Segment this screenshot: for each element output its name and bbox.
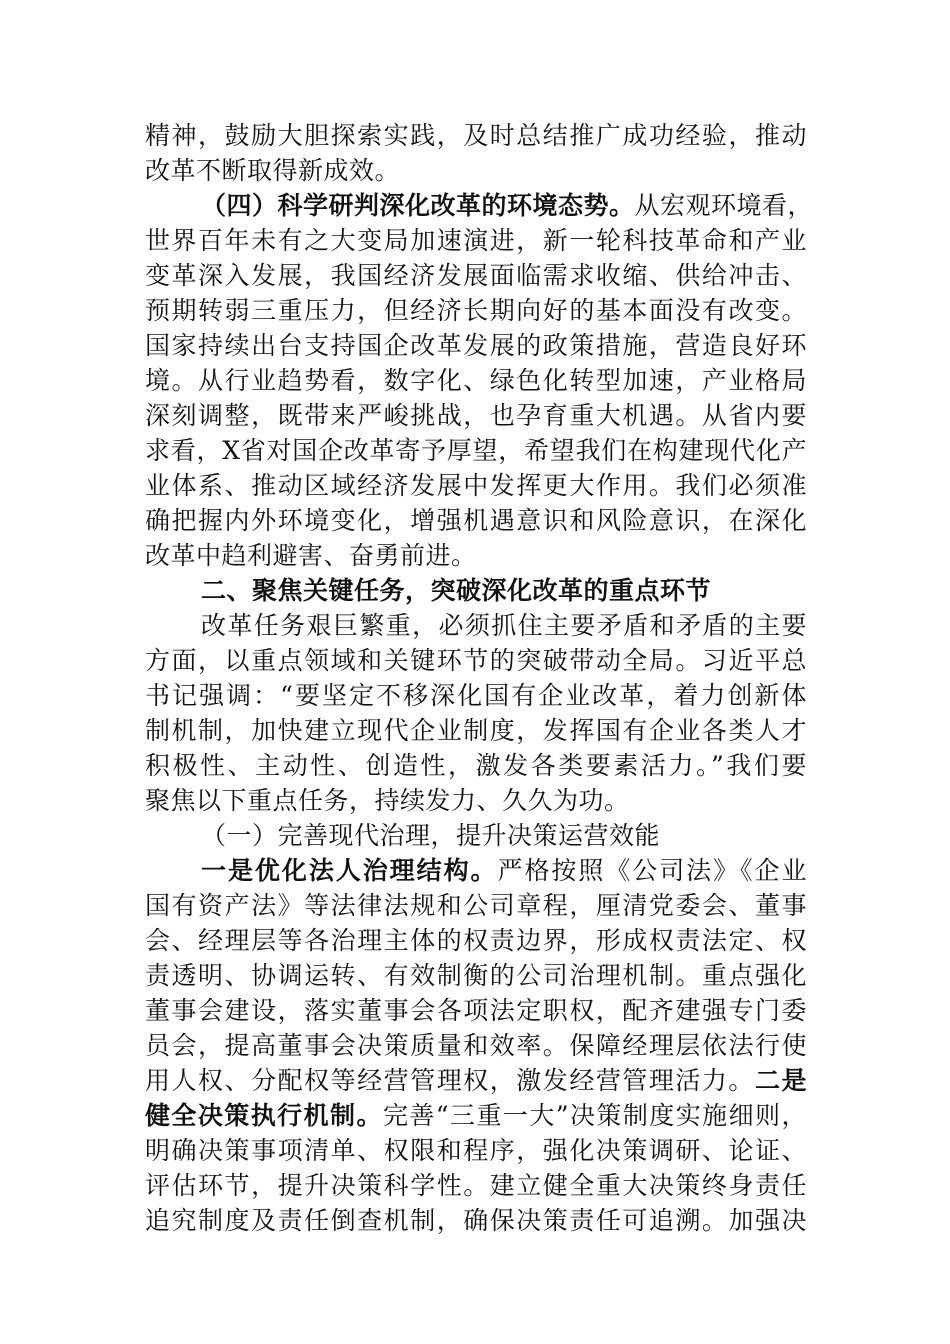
text-span: 确把握内外环境变化，增强机遇意识和风险意识，在深化	[145, 506, 807, 535]
text-span: 评估环节，提升决策科学性。建立健全重大决策终身责任	[145, 1171, 807, 1200]
text-span: 改革不断取得新成效。	[145, 156, 401, 185]
text-line	[145, 468, 807, 503]
text-line	[145, 783, 807, 818]
text-line	[145, 713, 807, 748]
text-line	[145, 363, 807, 398]
text-span: 会、经理层等各治理主体的权责边界，形成权责法定、权	[145, 926, 807, 955]
text-line	[145, 993, 807, 1028]
text-line	[145, 923, 807, 958]
text-line	[145, 153, 807, 188]
text-line	[145, 1203, 807, 1238]
text-span: 精神，鼓励大胆探索实践，及时总结推广成功经验，推动	[145, 121, 807, 150]
text-line	[145, 1133, 807, 1168]
text-span: 制机制，加快建立现代企业制度，发挥国有企业各类人才	[145, 716, 807, 745]
item-one-heading: 一是优化法人治理结构。	[201, 856, 498, 885]
text-line	[145, 888, 807, 923]
text-line	[145, 608, 807, 643]
text-span: 严格按照《公司法》《企业	[497, 856, 807, 885]
subsection-heading-four: （四）科学研判深化改革的环境态势。	[201, 191, 635, 220]
subsection-one-title: （一）完善现代治理，提升决策运营效能	[201, 821, 661, 850]
section-two-title: 二、聚焦关键任务，突破深化改革的重点环节	[201, 576, 712, 605]
text-line	[145, 503, 807, 538]
text-span: 明确决策事项清单、权限和程序，强化决策调研、论证、	[145, 1136, 807, 1165]
text-line	[145, 1028, 807, 1063]
document-page	[145, 118, 814, 1238]
paragraph-heading-line	[145, 188, 814, 223]
text-span: 方面，以重点领域和关键环节的突破带动全局。习近平总	[145, 646, 807, 675]
text-line	[145, 118, 807, 153]
text-line	[145, 678, 807, 713]
text-span: 完善“三重一大”决策制度实施细则，	[382, 1101, 807, 1130]
text-line	[145, 748, 807, 783]
text-span: 深刻调整，既带来严峻挑战，也孕育重大机遇。从省内要	[145, 401, 807, 430]
text-span: 改革任务艰巨繁重，必须抓住主要矛盾和矛盾的主要	[201, 611, 807, 640]
text-span: 聚焦以下重点任务，持续发力、久久为功。	[145, 786, 630, 815]
text-line	[145, 538, 807, 573]
text-span: 董事会建设，落实董事会各项法定职权，配齐建强专门委	[145, 996, 807, 1025]
text-line	[145, 1168, 807, 1203]
text-line	[145, 223, 807, 258]
text-span: 世界百年未有之大变局加速演进，新一轮科技革命和产业	[145, 226, 807, 255]
text-span: 变革深入发展，我国经济发展面临需求收缩、供给冲击、	[145, 261, 807, 290]
text-span: 预期转弱三重压力，但经济长期向好的基本面没有改变。	[145, 296, 807, 325]
text-span: 积极性、主动性、创造性，激发各类要素活力。”我们要	[145, 751, 807, 780]
text-span: 责透明、协调运转、有效制衡的公司治理机制。重点强化	[145, 961, 807, 990]
text-span: 追究制度及责任倒查机制，确保决策责任可追溯。加强决	[145, 1206, 807, 1235]
text-span: 国家持续出台支持国企改革发展的政策措施，营造良好环	[145, 331, 807, 360]
text-span: 境。从行业趋势看，数字化、绿色化转型加速，产业格局	[145, 366, 807, 395]
text-line	[145, 958, 807, 993]
text-line	[145, 293, 807, 328]
paragraph-heading-line	[145, 853, 807, 888]
text-span: 求看，X省对国企改革寄予厚望，希望我们在构建现代化产	[145, 436, 807, 465]
text-line	[145, 328, 807, 363]
item-two-heading-start: 二是	[754, 1066, 807, 1095]
text-span: 用人权、分配权等经营管理权，激发经营管理活力。	[145, 1066, 755, 1095]
text-span: 改革中趋利避害、奋勇前进。	[145, 541, 477, 570]
text-span: 业体系、推动区域经济发展中发挥更大作用。我们必须准	[145, 471, 807, 500]
text-span: 书记强调：“要坚定不移深化国有企业改革，着力创新体	[145, 681, 807, 710]
text-span: 员会，提高董事会决策质量和效率。保障经理层依法行使	[145, 1031, 807, 1060]
text-span: 从宏观环境看，	[634, 191, 814, 220]
text-line	[145, 258, 807, 293]
text-line	[145, 433, 807, 468]
text-span: 国有资产法》等法律法规和公司章程，厘清党委会、董事	[145, 891, 807, 920]
text-line	[145, 1098, 807, 1133]
text-line	[145, 398, 807, 433]
text-line	[145, 1063, 807, 1098]
item-two-heading-end: 健全决策执行机制。	[145, 1101, 383, 1130]
text-line	[145, 643, 807, 678]
